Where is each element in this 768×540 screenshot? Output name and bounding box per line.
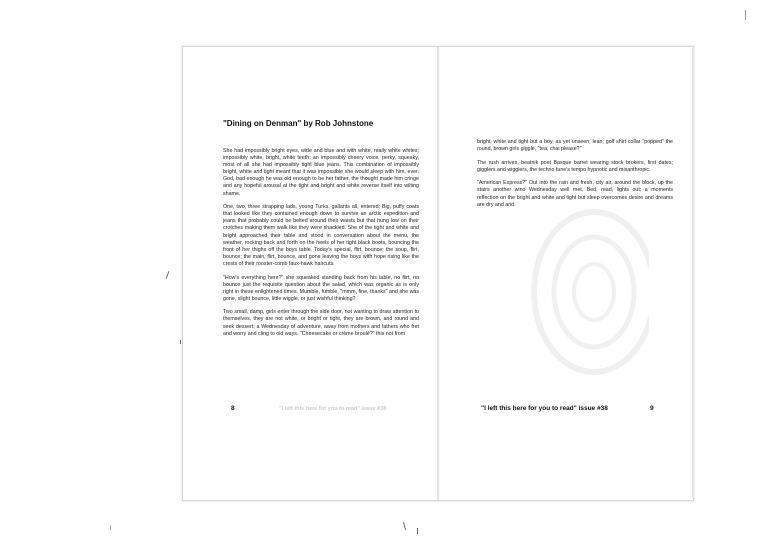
scan-mark [166,271,170,279]
page-edge [692,48,694,498]
scan-mark [403,522,406,530]
spiral-watermark-icon [499,197,649,397]
booklet-spread [182,46,694,501]
scan-mark [180,340,181,344]
article-title: "Dining on Denman" by Rob Johnstone [223,119,374,128]
left-page [183,47,437,500]
right-page [439,47,693,500]
paragraph: "American Express?" Out into the rain and fresh, city air, around the block, up the stairs another wino Wednesday well met. Bed, read, lights out; a moments reflection on the bright and white and tight but sleep overcomes desire and dreams are dry and arid. [477,180,673,208]
paragraph: She had impossibly bright eyes, wide and blue and with white, really white whites; impossibly white, bright, white teeth; an impossibly cheery voice, perky, squeaky, most of all she had impossibly tight blue jeans. This combination of impossibly bright, white and tight meant that it was impossible she would sleep with him, ever. God, bad enough he was old enough to be her father, the thought made him cringe and any hopeful arousal at the tight and bright and white reverse itself into wilting shame. [223,148,419,197]
bleed-through-footer: "I left this here for you to read" issue #38 [279,406,387,412]
scan-mark [110,525,111,530]
left-text-column [223,148,419,344]
paragraph: bright, white and tight but a boy, as yet unseen; lean; golf shirt collar "popped" the round, brown girls giggle, "tea, chai please?" [477,139,673,153]
page-number-right: 9 [650,405,654,412]
paragraph: One, two, three strapping lads, young Turks, gallants all, entered; Big, puffy coats that looked like they contained enough down to survive an arctic expedition and jeans that probably could be belted around their waists but that hung low on their crotches making them walk like they were shackled. She of the tight and white and bright approached their table and stood in conversation about the menu, the weather, rocking back and forth on the heels of her tight black boots, bouncing the front of her thighs off the boys table. Today's special, flirt, bounce; the soup, flirt, bounce; the main, flirt, bounce, and gone leaving the boys with hope rising like the crests of their rooster-comb faux-hawk haircuts. [223,204,419,267]
issue-footer-title: "I left this here for you to read" issue #38 [481,405,608,412]
page-number-left: 8 [231,405,235,412]
scan-mark [745,10,746,20]
scan-mark [417,528,418,534]
paragraph: "How's everything here?" she squeaked standing back from his table, no flirt, no bounce just the requisite question about the salad, which was organic as is only right in these enlightened times. Mumble, fumble, "mmm, fine, thanks" and she was gone, slight bounce, little wiggle, or just wishful thinking? [223,274,419,302]
right-text-column [477,139,673,215]
paragraph: Two small, damp, girls enter through the side door, not wanting to draw attention to themselves, they are not white, or bright or tight, they are brown, and round and seek dessert; a Wednesday of adventure, away from mothers and fathers who fret and worry and cling to old ways. "Cheesecake or crème broulé?" this not from [223,309,419,337]
paragraph: The rush arrives, beatnik poet Basque barret wearing stock brokers, first dates; gigglers and wigglers, the techno tune's tempo hypnotic and misanthropic. [477,159,673,173]
